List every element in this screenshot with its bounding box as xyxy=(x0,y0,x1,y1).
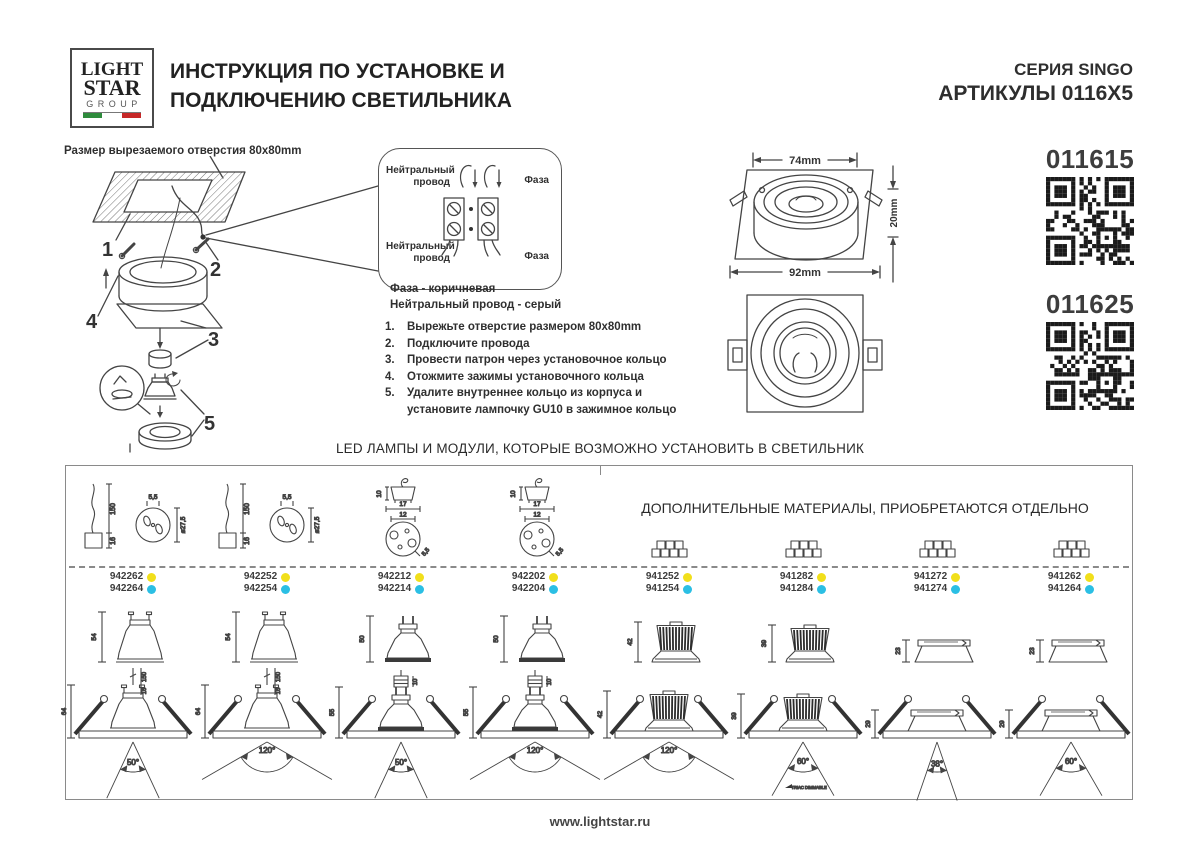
mr16-lamp-drawing xyxy=(346,604,456,666)
articles-title: АРТИКУЛЫ 0116Х5 xyxy=(938,82,1133,105)
svg-text:42: 42 xyxy=(627,638,634,646)
italian-flag-stripe xyxy=(83,112,141,118)
svg-text:50°: 50° xyxy=(394,758,408,768)
gu10-socket-diagram xyxy=(73,473,193,561)
page-title-line1: ИНСТРУКЦИЯ ПО УСТАНОВКЕ И xyxy=(170,60,505,83)
socket-diagram-cell xyxy=(341,466,461,566)
qr-code-011615 xyxy=(1035,177,1145,265)
svg-text:10: 10 xyxy=(376,490,383,498)
dashed-divider xyxy=(69,566,1129,568)
cutout-size-label: Размер вырезаемого отверстия 80x80mm xyxy=(64,145,302,157)
svg-text:23: 23 xyxy=(895,647,902,655)
yellow-color-dot xyxy=(147,573,156,582)
installed-cross-section xyxy=(597,666,736,801)
lamp-article-code: 941282 xyxy=(779,571,814,582)
accessories-heading: ДОПОЛНИТЕЛЬНЫЕ МАТЕРИАЛЫ, ПРИОБРЕТАЮТСЯ ОТДЕЛЬНО xyxy=(641,500,1089,516)
svg-text:10: 10 xyxy=(547,678,553,686)
svg-text:55: 55 xyxy=(329,708,336,717)
svg-text:55: 55 xyxy=(463,708,470,717)
svg-text:120°: 120° xyxy=(526,746,544,755)
lamp-column-4 xyxy=(463,466,602,801)
article-row xyxy=(512,571,558,583)
cyan-color-dot xyxy=(683,585,692,594)
svg-text:16: 16 xyxy=(142,687,148,695)
lamp-article-code: 941264 xyxy=(1047,583,1082,594)
callout-4: 4 xyxy=(86,311,98,333)
callout-5: 5 xyxy=(204,413,216,435)
article-list xyxy=(244,566,290,600)
svg-text:5,5: 5,5 xyxy=(555,547,566,558)
installed-view-cell xyxy=(61,666,200,801)
lamp-side-view-cell xyxy=(212,600,322,666)
logo-word-group: GROUP xyxy=(86,98,142,109)
svg-text:ø27,5: ø27,5 xyxy=(314,516,321,534)
yellow-color-dot xyxy=(951,573,960,582)
svg-text:16: 16 xyxy=(110,537,117,545)
yellow-color-dot xyxy=(281,573,290,582)
series-block xyxy=(938,60,1133,108)
accessory-icon-cell xyxy=(917,466,957,566)
qr-pattern xyxy=(1046,322,1134,410)
installed-view-cell xyxy=(195,666,334,801)
callout-2: 2 xyxy=(210,259,222,281)
gu10-lamp-drawing xyxy=(78,604,188,666)
article-row xyxy=(646,571,692,583)
page-title-line2: ПОДКЛЮЧЕНИЮ СВЕТИЛЬНИКА xyxy=(170,89,512,112)
compatible-lamps-heading: LED ЛАМПЫ И МОДУЛИ, КОТОРЫЕ ВОЗМОЖНО УСТАНОВИТЬ В СВЕТИЛЬНИК xyxy=(335,441,865,456)
cyan-color-dot xyxy=(147,585,156,594)
article-row xyxy=(914,583,960,595)
article-row xyxy=(378,571,424,583)
article-row xyxy=(914,571,960,583)
ribbed-lamp-drawing xyxy=(748,604,858,666)
installation-steps xyxy=(385,319,685,418)
svg-text:17: 17 xyxy=(399,501,407,508)
article-list xyxy=(646,566,692,600)
fixture-dimension-views xyxy=(700,140,920,432)
lamp-column-1 xyxy=(61,466,200,801)
installation-diagram xyxy=(60,156,380,456)
article-row xyxy=(780,583,826,595)
step-1: 1. Вырежьте отверстие размером 80x80mm xyxy=(385,321,642,333)
lightstar-logo xyxy=(70,48,154,128)
installed-view-cell xyxy=(463,666,602,801)
phase-color-note: Фаза - коричневая xyxy=(390,283,496,295)
lamp-side-view-cell xyxy=(748,600,858,666)
cyan-color-dot xyxy=(1085,585,1094,594)
website-url: www.lightstar.ru xyxy=(549,814,651,829)
installed-view-cell xyxy=(865,666,1004,801)
lamp-article-code: 941262 xyxy=(1047,571,1082,582)
stripped-wires-icon xyxy=(455,157,511,191)
article-list xyxy=(1048,566,1094,600)
svg-text:150: 150 xyxy=(142,671,148,683)
svg-text:5,5: 5,5 xyxy=(148,494,158,501)
lamp-article-code: 942264 xyxy=(109,583,144,594)
step-3: 3. Провести патрон через установочное кольцо xyxy=(385,354,667,366)
lamp-side-view-cell xyxy=(882,600,992,666)
lamp-article-code: 942254 xyxy=(243,583,278,594)
article-row xyxy=(1048,583,1094,595)
svg-text:54: 54 xyxy=(91,633,98,641)
lamp-column-2 xyxy=(195,466,334,801)
lamp-article-code: 941274 xyxy=(913,583,948,594)
article-list xyxy=(110,566,156,600)
product-011625 xyxy=(1035,291,1145,410)
installed-cross-section xyxy=(195,666,334,801)
ribbed-lamp-drawing xyxy=(614,604,724,666)
svg-text:39: 39 xyxy=(761,639,768,648)
mr16-socket-diagram xyxy=(475,473,595,561)
lamp-side-view-cell xyxy=(346,600,456,666)
lamp-side-view-cell xyxy=(480,600,590,666)
yellow-color-dot xyxy=(683,573,692,582)
lamp-side-view-cell xyxy=(614,600,724,666)
svg-text:42: 42 xyxy=(597,710,604,719)
yellow-color-dot xyxy=(1085,573,1094,582)
step-4: 4. Отожмите зажимы установочного кольца xyxy=(385,370,644,383)
svg-text:50: 50 xyxy=(359,635,366,643)
terminal-block-icon xyxy=(441,193,501,259)
svg-text:16: 16 xyxy=(244,537,251,545)
article-list xyxy=(914,566,960,600)
article-row xyxy=(244,571,290,583)
svg-text:29: 29 xyxy=(999,720,1006,728)
lamps-panel xyxy=(61,465,1133,800)
installed-cross-section xyxy=(731,666,870,801)
lamp-side-view-cell xyxy=(78,600,188,666)
article-row xyxy=(110,583,156,595)
installed-cross-section xyxy=(61,666,200,801)
qr-code-011625 xyxy=(1035,322,1145,410)
svg-text:120°: 120° xyxy=(660,746,678,755)
lamp-side-view-cell xyxy=(1016,600,1126,666)
lamp-article-code: 941272 xyxy=(913,571,948,582)
socket-diagram-cell xyxy=(73,466,193,566)
svg-text:50°: 50° xyxy=(126,758,140,768)
lamp-article-code: 942212 xyxy=(377,571,412,582)
article-row xyxy=(110,571,156,583)
accessory-modules-icon xyxy=(917,537,957,561)
accessory-modules-icon xyxy=(1051,537,1091,561)
lamp-article-code: 941284 xyxy=(779,583,814,594)
svg-text:38°: 38° xyxy=(930,759,944,769)
svg-text:150: 150 xyxy=(110,503,117,515)
lamp-column-6 xyxy=(731,466,870,801)
step-5: 5. Удалите внутреннее кольцо из корпуса и установите лампочку GU10 в зажимное кольцо xyxy=(385,387,677,416)
svg-text:23: 23 xyxy=(1029,647,1036,655)
installed-cross-section xyxy=(999,666,1138,801)
article-row xyxy=(780,571,826,583)
installed-cross-section xyxy=(865,666,1004,801)
installed-view-cell xyxy=(329,666,468,801)
svg-text:16: 16 xyxy=(276,687,282,695)
lamp-article-code: 942262 xyxy=(109,571,144,582)
svg-text:64: 64 xyxy=(61,707,68,716)
yellow-color-dot xyxy=(817,573,826,582)
article-row xyxy=(378,583,424,595)
product-011615 xyxy=(1035,146,1145,265)
mr16-socket-diagram xyxy=(341,473,461,561)
svg-text:5,5: 5,5 xyxy=(282,494,292,501)
accessory-icon-cell xyxy=(649,466,689,566)
lamp-column-3 xyxy=(329,466,468,801)
svg-text:12: 12 xyxy=(399,511,407,519)
qr-pattern xyxy=(1046,177,1134,265)
phase-label-top: Фаза xyxy=(524,175,549,186)
gu10-lamp-drawing xyxy=(212,604,322,666)
svg-text:10: 10 xyxy=(413,678,419,686)
dim-74mm: 74mm xyxy=(789,155,821,167)
neutral-wire-label-bottom: Нейтральный провод xyxy=(386,241,455,264)
yellow-color-dot xyxy=(415,573,424,582)
lamp-article-code: 942204 xyxy=(511,583,546,594)
article-code-1: 011615 xyxy=(1045,144,1135,174)
svg-text:64: 64 xyxy=(195,707,202,716)
svg-text:10: 10 xyxy=(510,490,517,498)
article-code-2: 011625 xyxy=(1045,289,1135,319)
svg-text:TRIAC DIMMABLE: TRIAC DIMMABLE xyxy=(791,785,827,790)
socket-diagram-cell xyxy=(475,466,595,566)
svg-text:150: 150 xyxy=(244,503,251,515)
lamp-column-7 xyxy=(865,466,1004,801)
article-row xyxy=(244,583,290,595)
svg-text:60°: 60° xyxy=(1064,756,1078,766)
cutout-hole xyxy=(124,180,212,212)
article-list xyxy=(780,566,826,600)
mr16-lamp-drawing xyxy=(480,604,590,666)
mounting-plate xyxy=(117,304,222,328)
logo-word-light: LIGHT xyxy=(80,58,144,80)
cyan-color-dot xyxy=(415,585,424,594)
article-row xyxy=(1048,571,1094,583)
svg-text:150: 150 xyxy=(276,671,282,683)
svg-text:50: 50 xyxy=(493,635,500,643)
svg-text:120°: 120° xyxy=(258,746,276,755)
lamp-article-code: 942214 xyxy=(377,583,412,594)
installed-view-cell xyxy=(731,666,870,801)
gu10-socket-diagram xyxy=(207,473,327,561)
article-list xyxy=(378,566,424,600)
installed-cross-section xyxy=(329,666,468,801)
callout-3: 3 xyxy=(208,329,220,351)
accessory-icon-cell xyxy=(783,466,823,566)
cyan-color-dot xyxy=(549,585,558,594)
dim-92mm: 92mm xyxy=(789,267,821,279)
page-title xyxy=(170,57,512,115)
svg-text:54: 54 xyxy=(225,633,232,641)
socket-diagram-cell xyxy=(207,466,327,566)
article-list xyxy=(512,566,558,600)
series-name: СЕРИЯ SINGO xyxy=(1014,60,1133,79)
phase-label-bottom: Фаза xyxy=(524,251,549,262)
lamp-article-code: 942252 xyxy=(243,571,278,582)
svg-text:5,5: 5,5 xyxy=(421,547,432,558)
svg-text:29: 29 xyxy=(865,720,872,728)
wire-color-legend xyxy=(390,281,561,313)
trim-lamp-drawing xyxy=(1016,604,1126,666)
wiring-callout-box xyxy=(378,148,562,290)
yellow-color-dot xyxy=(549,573,558,582)
step-2: 2. Подключите провода xyxy=(385,337,530,350)
installed-view-cell xyxy=(597,666,736,801)
callout-1: 1 xyxy=(102,239,114,261)
neutral-wire-label-top: Нейтральный провод xyxy=(386,165,455,188)
dim-20mm: 20mm xyxy=(889,198,900,228)
cyan-color-dot xyxy=(817,585,826,594)
lamp-column-8 xyxy=(999,466,1138,801)
article-row xyxy=(646,583,692,595)
lamp-article-code: 941254 xyxy=(645,583,680,594)
logo-word-star: STAR xyxy=(83,74,141,100)
svg-text:39: 39 xyxy=(731,712,738,720)
lamp-article-code: 942202 xyxy=(511,571,546,582)
accessory-modules-icon xyxy=(783,537,823,561)
trim-lamp-drawing xyxy=(882,604,992,666)
lamp-column-5 xyxy=(597,466,736,801)
cyan-color-dot xyxy=(951,585,960,594)
clip-detail-inset xyxy=(100,366,144,410)
group-separator xyxy=(600,466,601,475)
cyan-color-dot xyxy=(281,585,290,594)
svg-text:12: 12 xyxy=(533,511,541,519)
accessory-icon-cell xyxy=(1051,466,1091,566)
neutral-color-note: Нейтральный провод - серый xyxy=(390,299,562,311)
article-row xyxy=(512,583,558,595)
accessory-modules-icon xyxy=(649,537,689,561)
svg-text:60°: 60° xyxy=(796,756,810,766)
installed-cross-section xyxy=(463,666,602,801)
installed-view-cell xyxy=(999,666,1138,801)
lamp-article-code: 941252 xyxy=(645,571,680,582)
svg-text:17: 17 xyxy=(533,501,541,508)
svg-text:ø27,5: ø27,5 xyxy=(180,516,187,534)
